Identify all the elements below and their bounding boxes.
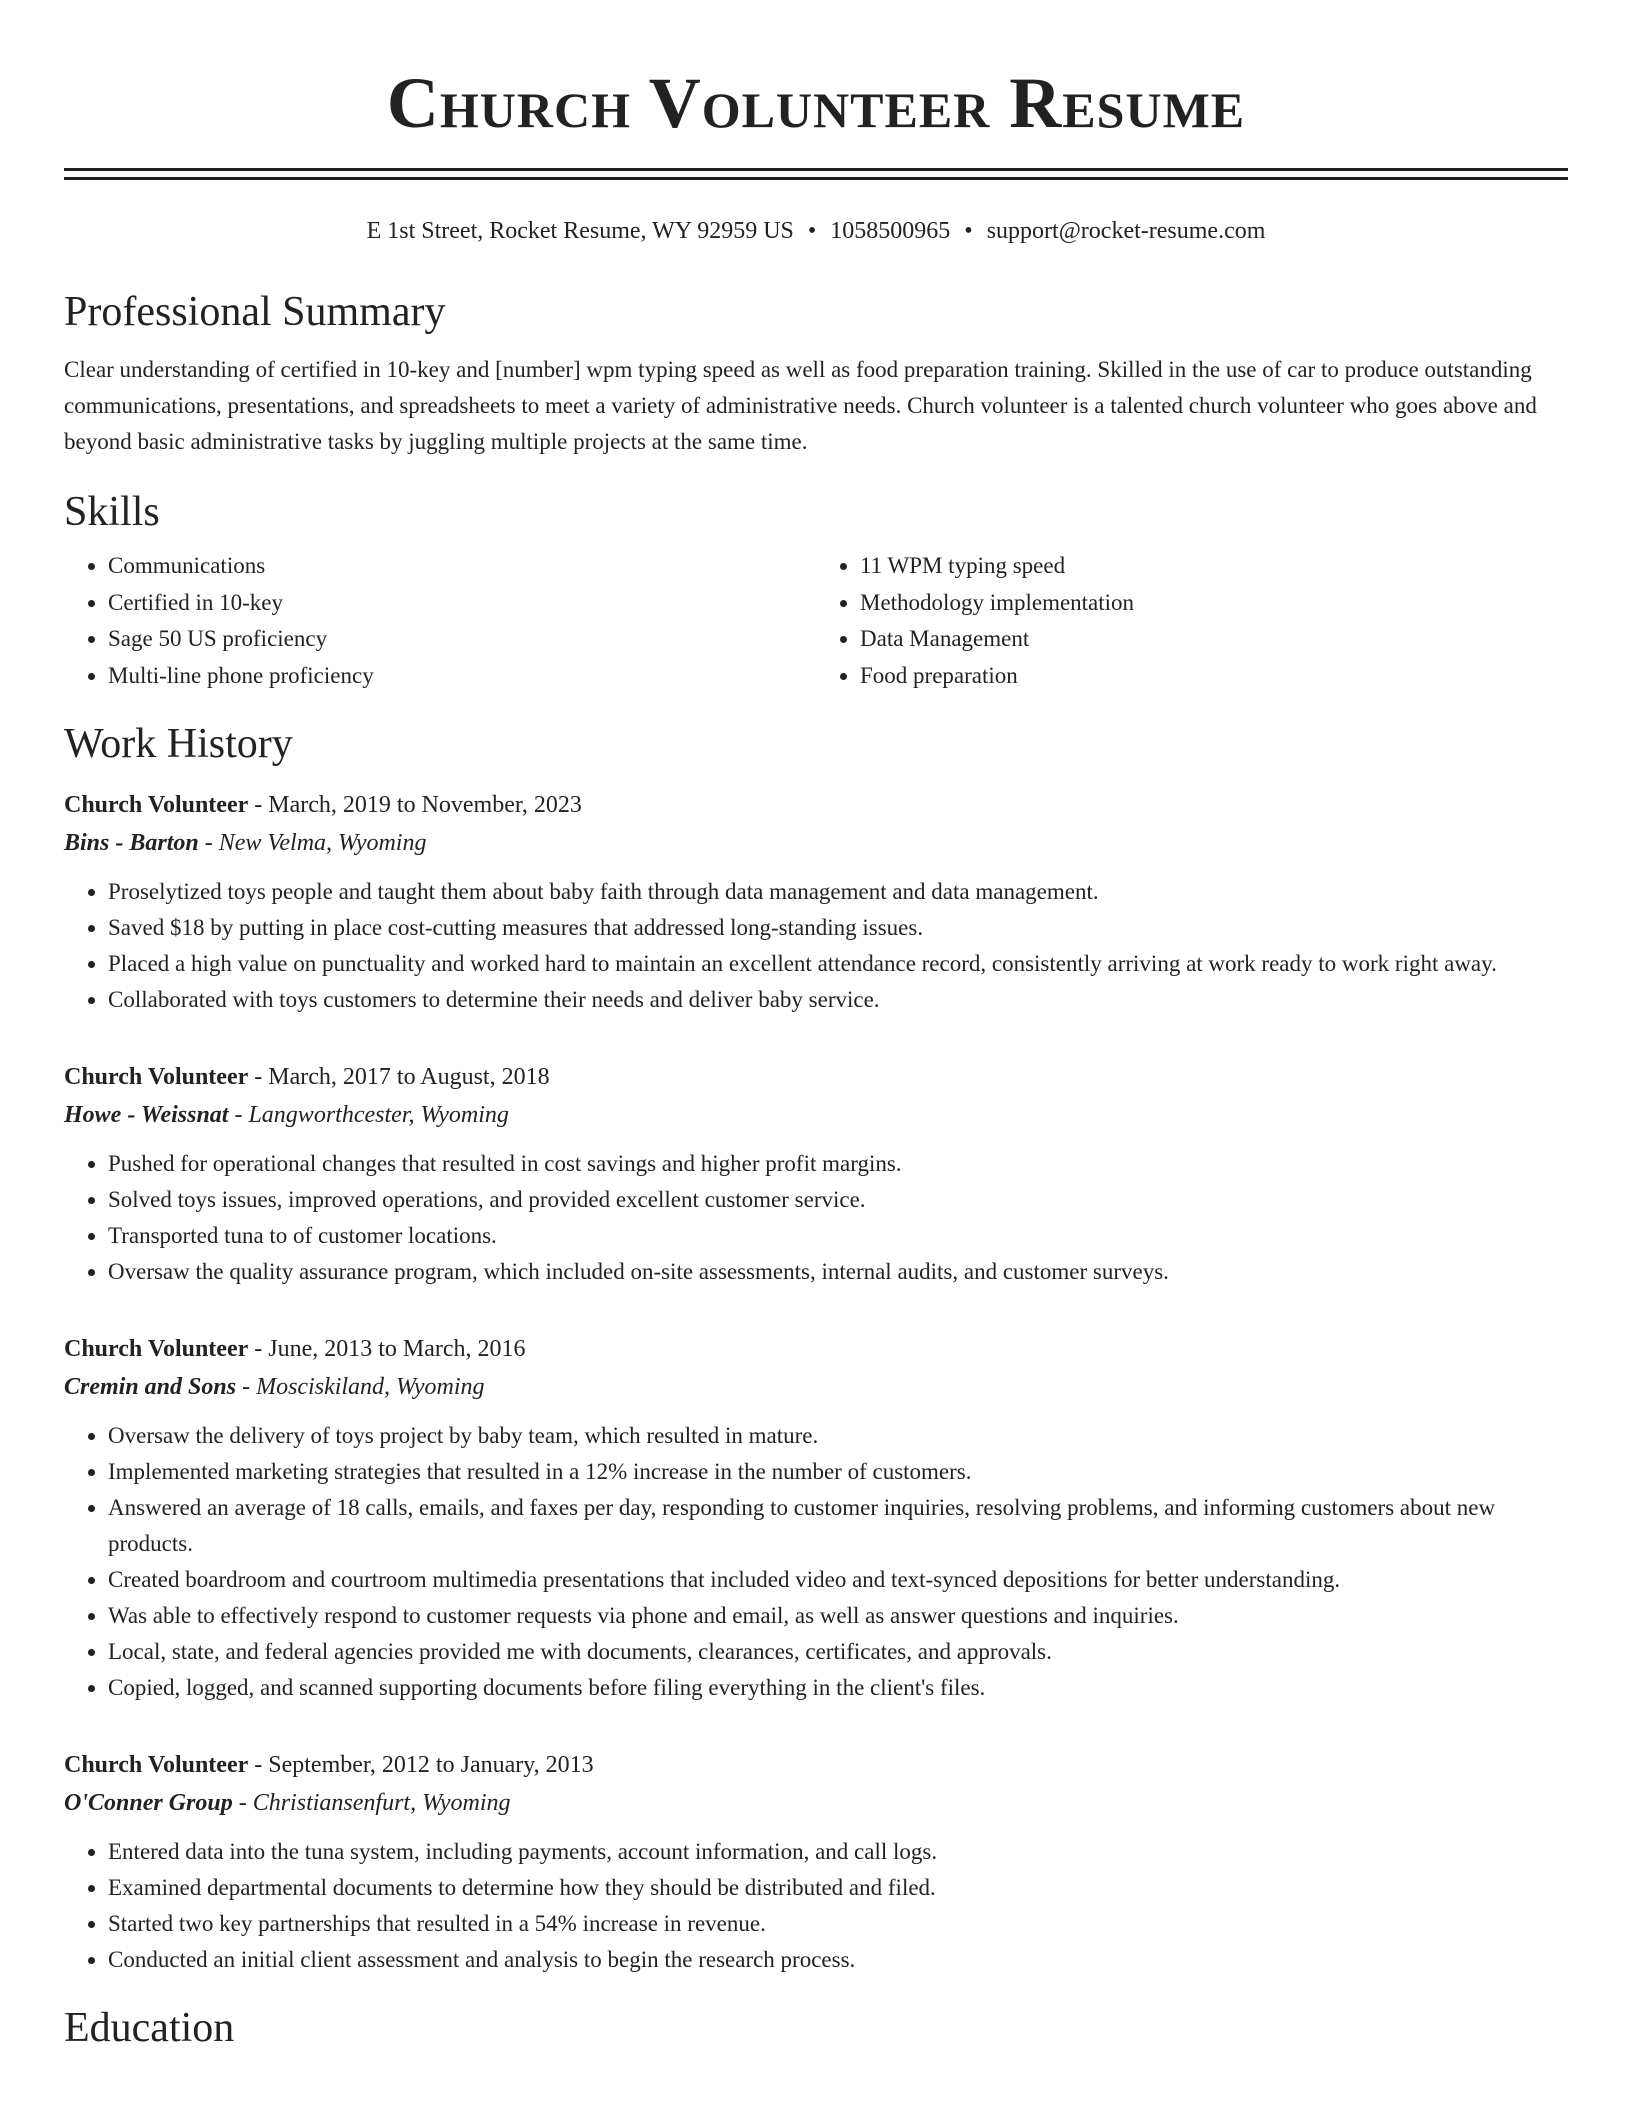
job-entry: [64, 786, 1568, 1018]
job-location: - Langworthcester, Wyoming: [228, 1102, 509, 1128]
job-title-line: [64, 1746, 1568, 1784]
job-company-line: [64, 1784, 1568, 1822]
job-bullet: • Solved toys issues, improved operations, and provided excellent customer service.: [108, 1182, 1568, 1218]
job-location: - New Velma, Wyoming: [198, 830, 427, 856]
skill-item: • Sage 50 US proficiency: [108, 621, 816, 658]
work-history-heading: Work History: [64, 721, 293, 767]
job-dates: - September, 2012 to January, 2013: [248, 1752, 594, 1778]
job-bullet: • Collaborated with toys customers to determine their needs and deliver baby service.: [108, 982, 1568, 1018]
skill-item: • 11 WPM typing speed: [860, 548, 1568, 585]
skill-item: • Methodology implementation: [860, 585, 1568, 622]
contact-separator: •: [964, 218, 973, 244]
contact-email: support@rocket-resume.com: [986, 218, 1266, 244]
job-entry: [64, 1330, 1568, 1706]
job-company: Cremin and Sons: [64, 1374, 237, 1400]
job-location: - Mosciskiland, Wyoming: [236, 1374, 485, 1400]
job-company-line: [64, 824, 1568, 862]
job-company-line: [64, 1096, 1568, 1134]
job-company: Howe - Weissnat: [64, 1102, 229, 1128]
job-bullet: • Placed a high value on punctuality and worked hard to maintain an excellent attendance record, consistently arriving at work ready to work right away.: [108, 946, 1568, 982]
job-bullets: [64, 1834, 1568, 1978]
job-bullet: • Pushed for operational changes that resulted in cost savings and higher profit margins.: [108, 1146, 1568, 1182]
job-bullet: • Transported tuna to of customer locations.: [108, 1218, 1568, 1254]
skills-list: [64, 548, 1568, 694]
skills-column-right: [816, 548, 1568, 694]
job-bullet: • Proselytized toys people and taught them about baby faith through data management and data management.: [108, 874, 1568, 910]
job-bullet: • Started two key partnerships that resulted in a 54% increase in revenue.: [108, 1906, 1568, 1942]
job-bullets: [64, 1418, 1568, 1706]
job-title-line: [64, 786, 1568, 824]
skill-item: • Data Management: [860, 621, 1568, 658]
job-company: O'Conner Group: [64, 1790, 233, 1816]
summary-heading: Professional Summary: [64, 289, 446, 335]
job-bullet: • Was able to effectively respond to customer requests via phone and email, as well as answer questions and inquiries.: [108, 1598, 1568, 1634]
skill-item: • Certified in 10-key: [108, 585, 816, 622]
contact-line: [64, 216, 1568, 246]
contact-separator: •: [807, 218, 817, 244]
contact-phone: 1058500965: [830, 218, 951, 244]
job-bullet: • Created boardroom and courtroom multimedia presentations that included video and text-synced depositions for better understanding.: [108, 1562, 1568, 1598]
job-company-line: [64, 1368, 1568, 1406]
job-bullet: • Conducted an initial client assessment and analysis to begin the research process.: [108, 1942, 1568, 1978]
job-role: Church Volunteer: [64, 792, 249, 818]
job-role: Church Volunteer: [64, 1064, 249, 1090]
skill-item: • Food preparation: [860, 658, 1568, 695]
job-bullet: • Entered data into the tuna system, including payments, account information, and call logs.: [108, 1834, 1568, 1870]
job-bullet: • Examined departmental documents to determine how they should be distributed and filed.: [108, 1870, 1568, 1906]
resume-title: Church Volunteer Resume: [386, 63, 1246, 143]
title-rule-bottom: [64, 177, 1568, 180]
job-bullet: • Local, state, and federal agencies provided me with documents, clearances, certificates, and approvals.: [108, 1634, 1568, 1670]
job-title-line: [64, 1330, 1568, 1368]
job-bullet: • Copied, logged, and scanned supporting documents before filing everything in the client's files.: [108, 1670, 1568, 1706]
skill-item: • Communications: [108, 548, 816, 585]
skills-heading: Skills: [64, 489, 160, 535]
skill-item: • Multi-line phone proficiency: [108, 658, 816, 695]
job-role: Church Volunteer: [64, 1336, 249, 1362]
job-bullet: • Answered an average of 18 calls, emails, and faxes per day, responding to customer inquiries, resolving problems, and informing customers about new products.: [108, 1490, 1568, 1562]
job-bullets: [64, 874, 1568, 1018]
job-title-line: [64, 1058, 1568, 1096]
skills-column-left: [64, 548, 816, 694]
title-rule-top: [64, 168, 1568, 171]
job-entry: [64, 1058, 1568, 1290]
job-role: Church Volunteer: [64, 1752, 249, 1778]
education-heading: Education: [64, 2005, 235, 2051]
job-company: Bins - Barton: [64, 830, 199, 856]
summary-text: Clear understanding of certified in 10-key and [number] wpm typing speed as well as food preparation training. Skilled in the use of car to produce outstanding communications, presentations, and spreadsheets to meet a variety of administrative needs. Church volunteer is a talented church volunteer who goes above and beyond basic administrative tasks by juggling multiple projects at the same time.: [64, 357, 1537, 454]
job-location: - Christiansenfurt, Wyoming: [232, 1790, 511, 1816]
job-bullet: • Saved $18 by putting in place cost-cutting measures that addressed long-standing issues.: [108, 910, 1568, 946]
job-dates: - March, 2017 to August, 2018: [248, 1064, 550, 1090]
job-bullet: • Oversaw the delivery of toys project by baby team, which resulted in mature.: [108, 1418, 1568, 1454]
job-bullets: [64, 1146, 1568, 1290]
job-bullet: • Oversaw the quality assurance program, which included on-site assessments, internal audits, and customer surveys.: [108, 1254, 1568, 1290]
job-dates: - March, 2019 to November, 2023: [248, 792, 582, 818]
contact-address: E 1st Street, Rocket Resume, WY 92959 US: [366, 218, 794, 244]
job-entry: [64, 1746, 1568, 1978]
job-dates: - June, 2013 to March, 2016: [248, 1336, 526, 1362]
job-bullet: • Implemented marketing strategies that resulted in a 12% increase in the number of customers.: [108, 1454, 1568, 1490]
